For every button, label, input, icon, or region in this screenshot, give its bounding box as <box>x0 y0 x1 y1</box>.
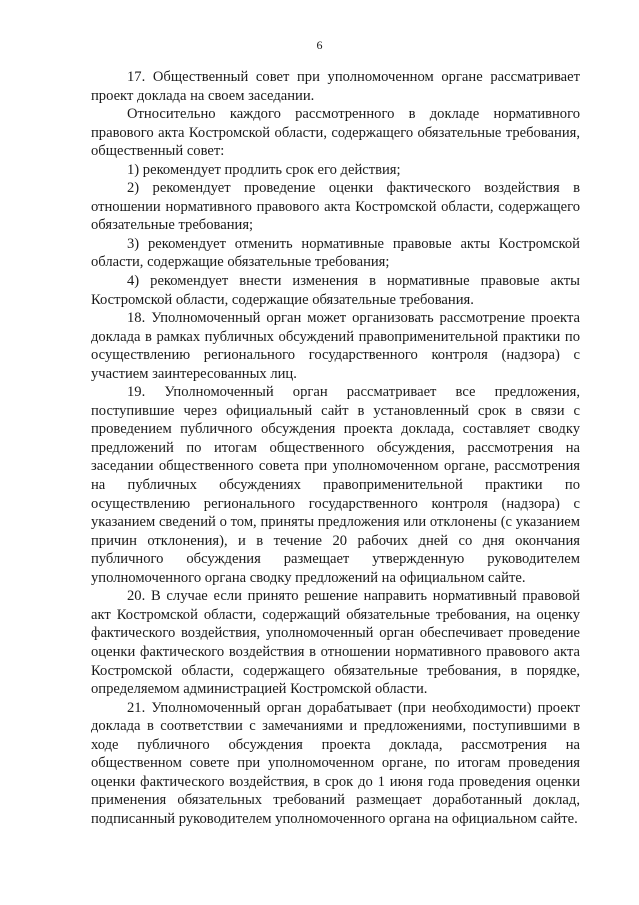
paragraph-17: 17. Общественный совет при уполномоченном органе рассматривает проект доклада на своем заседании. <box>91 69 580 104</box>
page-number: 6 <box>316 38 323 52</box>
list-item-4: 4) рекомендует внести изменения в нормативные правовые акты Костромской области, содержащие обязательные требования. <box>91 273 580 308</box>
paragraph-17-intro: Относительно каждого рассмотренного в докладе нормативного правового акта Костромской области, содержащего обязательные требования, общественный совет: <box>91 106 580 160</box>
paragraph-18: 18. Уполномоченный орган может организовать рассмотрение проекта доклада в рамках публичных обсуждений правоприменительной практики по осуществлению регионального государственного контроля (надзора) с участием заинтересованных лиц. <box>91 310 580 382</box>
list-item-3: 3) рекомендует отменить нормативные правовые акты Костромской области, содержащие обязательные требования; <box>91 235 580 271</box>
paragraph-20: 20. В случае если принято решение направить нормативный правовой акт Костромской области, содержащий обязательные требования, на оценку фактического воздействия, уполномоченный орган обеспечивает проведение оценки фактического воздействия в отношении нормативного правового акта Костромской области, содержащего обязательные требования, в порядке, определяемом администрацией Костромской области. <box>91 588 580 698</box>
list-item-1: 1) рекомендует продлить срок его действия; <box>127 161 401 178</box>
paragraph-21: 21. Уполномоченный орган дорабатывает (при необходимости) проект доклада в соответствии с замечаниями и предложениями, поступившими в ходе публичного обсуждения проекта доклада, рассмотрения на общественном совете при уполномоченном органе, по итогам проведения оценки фактического воздействия, в срок до 1 июня года проведения оценки применения обязательных требований размещает доработанный доклад, подписанный руководителем уполномоченного органа на официальном сайте. <box>91 699 580 827</box>
list-item-2: 2) рекомендует проведение оценки фактического воздействия в отношении нормативного правового акта Костромской области, содержащего обязательные требования; <box>91 180 580 234</box>
paragraph-19: 19. Уполномоченный орган рассматривает все предложения, поступившие через официальный сайт в установленный срок в связи с проведением публичного обсуждения проекта доклада, составляет сводку предложений по итогам общественного обсуждения, рассмотрения на заседании общественного совета при уполномоченном органе, рассмотрения на публичных обсуждениях правоприменительной практики по осуществлению регионального государственного контроля (надзора) с указанием сведений о том, приняты предложения или отклонены (с указанием причин отклонения), и в течение 20 рабочих дней со дня окончания публичного обсуждения размещает утвержденную руководителем уполномоченного органа сводку предложений на официальном сайте. <box>91 384 580 586</box>
document-body <box>91 68 580 828</box>
